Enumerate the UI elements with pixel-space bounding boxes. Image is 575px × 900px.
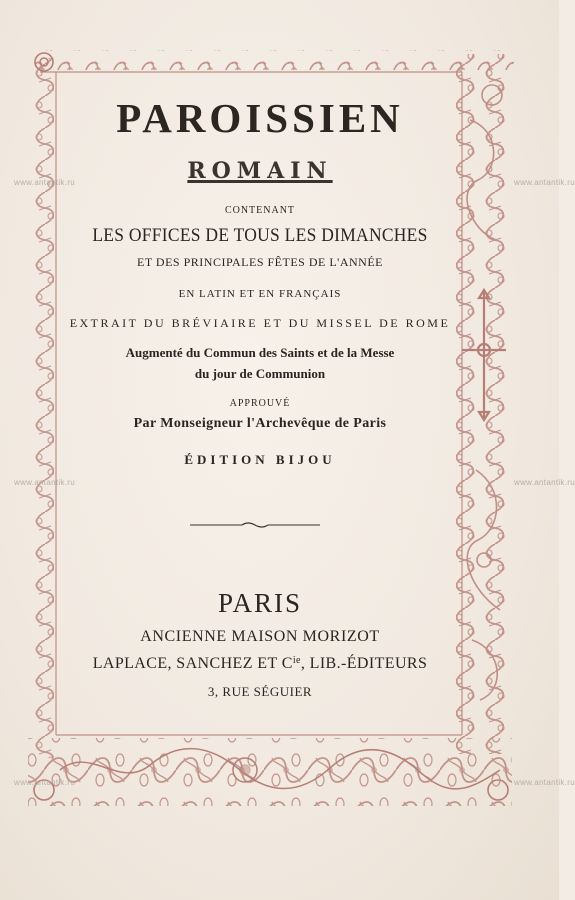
address-line: 3, RUE SÉGUIER	[207, 684, 313, 699]
city-name: PARIS	[217, 588, 303, 618]
edition-line: ÉDITION BIJOU	[184, 452, 336, 467]
watermark-right-mid: www.antantik.ru	[514, 478, 575, 487]
watermark-left-mid: www.antantik.ru	[14, 478, 75, 487]
publisher-name: LAPLACE, SANCHEZ ET C	[92, 655, 293, 672]
fetes-line: ET DES PRINCIPALES FÊTES DE L'ANNÉE	[136, 255, 383, 269]
watermark-left-bottom: www.antantik.ru	[14, 778, 75, 787]
approval-line: Par Monseigneur l'Archevêque de Paris	[133, 416, 387, 431]
publisher-sup: ie	[292, 655, 301, 666]
offices-line: LES OFFICES DE TOUS LES DIMANCHES	[92, 225, 428, 246]
book-title: PAROISSIEN	[116, 95, 404, 141]
publisher-line	[60, 655, 460, 673]
languages-line: EN LATIN ET EN FRANÇAIS	[178, 288, 342, 300]
communion-line: du jour de Communion	[194, 366, 326, 381]
approuve-text: APPROUVÉ	[229, 398, 291, 409]
publisher-former: ANCIENNE MAISON MORIZOT	[140, 628, 380, 645]
augmente-line: Augmenté du Commun des Saints et de la Messe	[125, 345, 395, 360]
extrait-line: EXTRAIT DU BRÉVIAIRE ET DU MISSEL DE ROME	[69, 316, 451, 330]
watermark-right-top: www.antantik.ru	[514, 178, 575, 187]
book-subtitle: ROMAIN	[187, 158, 333, 184]
watermark-right-bottom: www.antantik.ru	[514, 778, 575, 787]
ornamental-rule	[190, 522, 320, 528]
publisher-role: , LIB.-ÉDITEURS	[300, 655, 428, 672]
watermark-left-top: www.antantik.ru	[14, 178, 75, 187]
contenant-text: CONTENANT	[224, 205, 296, 216]
